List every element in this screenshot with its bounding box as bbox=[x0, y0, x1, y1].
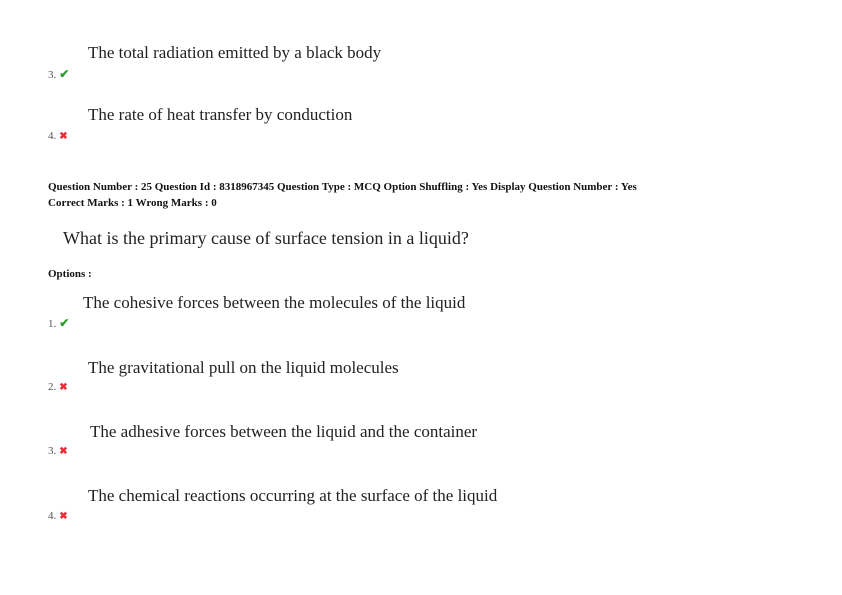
option-4-number: 4. bbox=[48, 510, 57, 522]
cross-icon: ✖ bbox=[59, 131, 68, 142]
option-3-number: 3. bbox=[48, 445, 57, 457]
option-4-marker bbox=[48, 510, 68, 522]
check-icon: ✔ bbox=[59, 67, 70, 81]
question-meta-line2: Correct Marks : 1 Wrong Marks : 0 bbox=[48, 197, 217, 209]
option-3-text: The adhesive forces between the liquid and the container bbox=[90, 422, 478, 441]
cross-icon: ✖ bbox=[59, 446, 68, 457]
cross-icon: ✖ bbox=[59, 382, 68, 393]
option-2-text: The gravitational pull on the liquid molecules bbox=[88, 358, 399, 377]
option-2-number: 2. bbox=[48, 381, 57, 393]
prev-option-4-marker bbox=[48, 130, 68, 142]
prev-option-4-number: 4. bbox=[48, 130, 57, 142]
prev-option-3-marker bbox=[48, 67, 69, 82]
prev-option-3-number: 3. bbox=[48, 69, 57, 81]
option-1-marker bbox=[48, 316, 69, 331]
question-meta-line1: Question Number : 25 Question Id : 8318967345 Question Type : MCQ Option Shuffling : Yes Display Question Number : Yes bbox=[48, 181, 637, 193]
prev-option-4-text: The rate of heat transfer by conduction bbox=[88, 105, 353, 124]
prev-option-3-text: The total radiation emitted by a black body bbox=[88, 43, 382, 62]
check-icon: ✔ bbox=[59, 316, 70, 330]
option-1-number: 1. bbox=[48, 318, 57, 330]
option-4-text: The chemical reactions occurring at the surface of the liquid bbox=[88, 486, 498, 505]
options-label: Options : bbox=[48, 268, 92, 280]
option-1-text: The cohesive forces between the molecules of the liquid bbox=[83, 293, 466, 312]
option-3-marker bbox=[48, 445, 68, 457]
cross-icon: ✖ bbox=[59, 511, 68, 522]
question-text: What is the primary cause of surface tension in a liquid? bbox=[63, 228, 469, 248]
option-2-marker bbox=[48, 381, 68, 393]
